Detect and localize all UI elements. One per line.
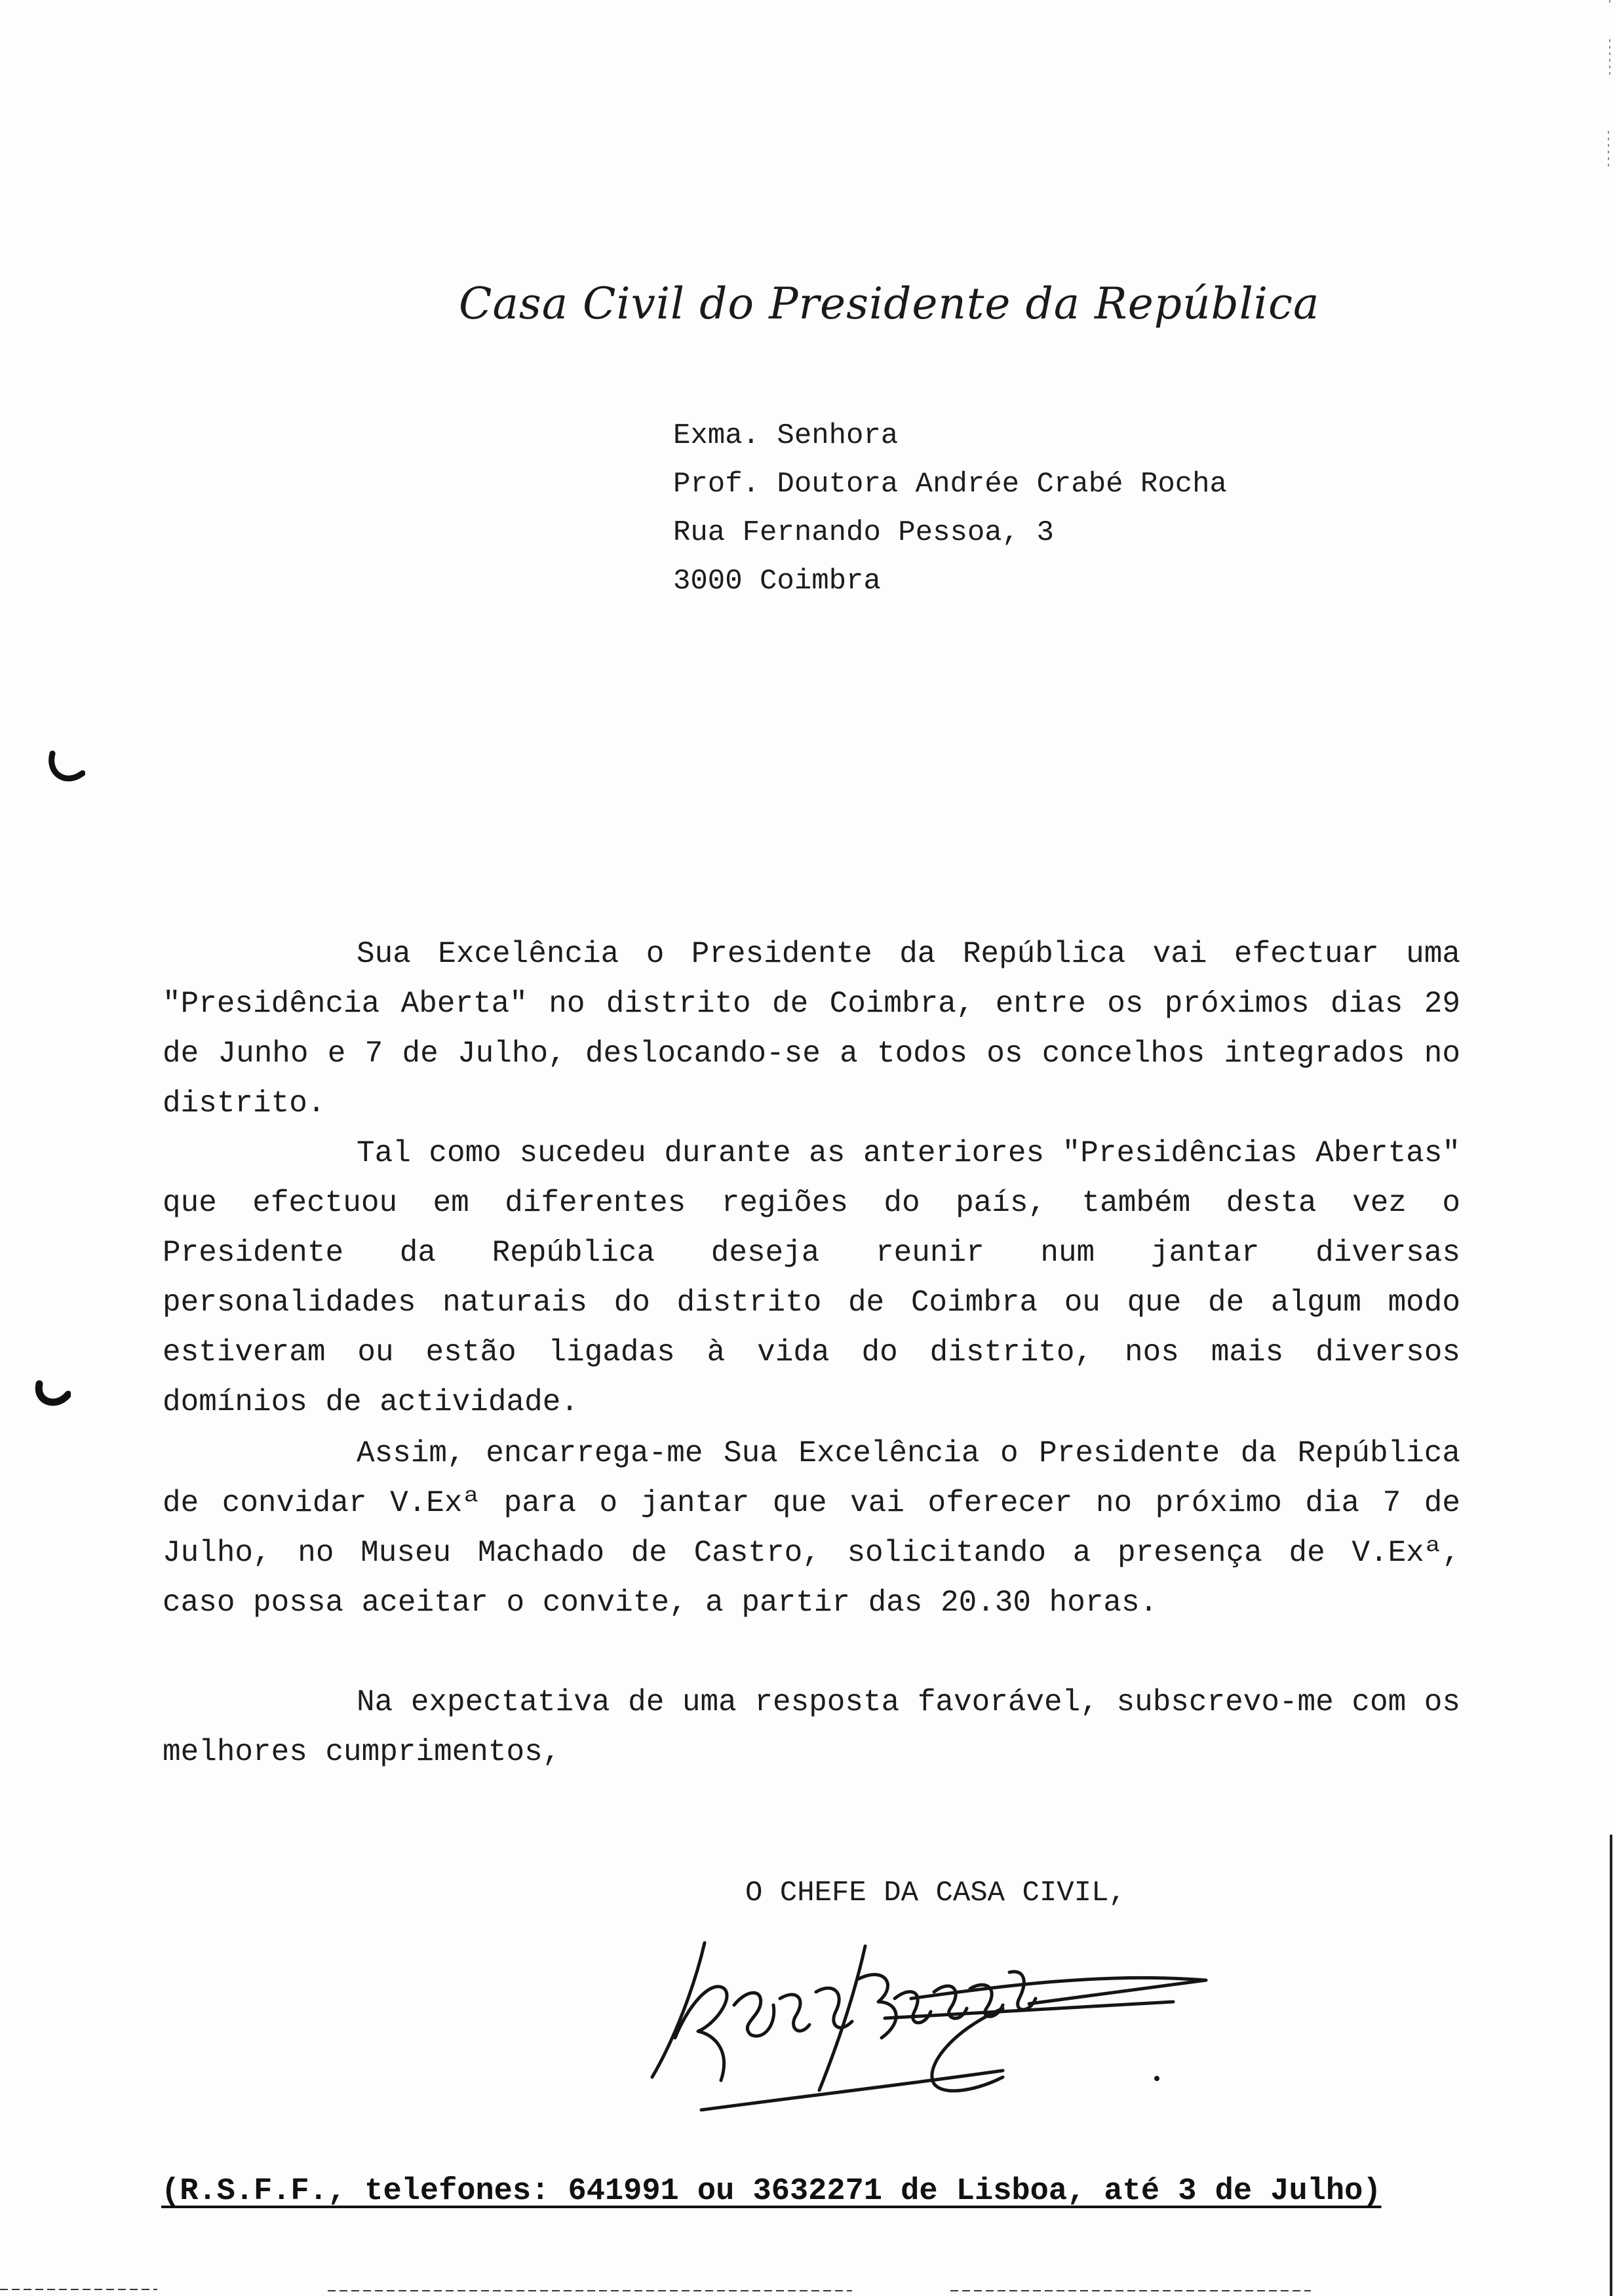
body-paragraph-1 <box>163 929 1460 1128</box>
punch-hole-mark-icon <box>46 747 85 786</box>
recipient-salutation: Exma. Senhora <box>673 419 899 452</box>
handwritten-signature <box>636 1926 1226 2123</box>
body-paragraph-3 <box>163 1428 1460 1628</box>
letterhead-title: Casa Civil do Presidente da República <box>459 278 1320 329</box>
recipient-street: Rua Fernando Pessoa, 3 <box>673 516 1054 549</box>
footer-contact-note: (R.S.F.F., telefones: 641991 ou 3632271 de Lisboa, até 3 de Julho) <box>161 2174 1382 2209</box>
closing-title: O CHEFE DA CASA CIVIL, <box>745 1877 1126 1909</box>
body-paragraph-4 <box>163 1677 1460 1777</box>
scan-edge-bottom <box>0 2283 1615 2296</box>
paragraph-text: Assim, encarrega-me Sua Excelência o Presidente da República de convidar V.Exª para o jantar que vai oferecer no próximo dia 7 de Julho, no Museu Machado de Castro, solicitando a presença de V.Exª, caso possa aceitar o convite, a partir das 20.30 horas. <box>163 1436 1460 1620</box>
recipient-address <box>673 411 1227 605</box>
body-paragraph-2 <box>163 1128 1460 1427</box>
recipient-city: 3000 Coimbra <box>673 565 881 598</box>
recipient-name: Prof. Doutora Andrée Crabé Rocha <box>673 468 1227 501</box>
scan-edge-right <box>1602 0 1615 2296</box>
paragraph-text: Sua Excelência o Presidente da República vai efectuar uma "Presidência Aberta" no distrito de Coimbra, entre os próximos dias 29 de Junho e 7 de Julho, deslocando-se a todos os concelhos integrados no distrito. <box>163 937 1460 1120</box>
paragraph-text: Na expectativa de uma resposta favorável, subscrevo-me com os melhores cumprimentos, <box>163 1685 1460 1769</box>
paragraph-text: Tal como sucedeu durante as anteriores "Presidências Abertas" que efectuou em diferentes regiões do país, também desta vez o Presidente da República deseja reunir num jantar diversas personalidades naturais do distrito de Coimbra ou que de algum modo estiveram ou estão ligadas à vida do distrito, nos mais diversos domínios de actividade. <box>163 1136 1460 1419</box>
punch-hole-mark-icon <box>31 1372 71 1411</box>
